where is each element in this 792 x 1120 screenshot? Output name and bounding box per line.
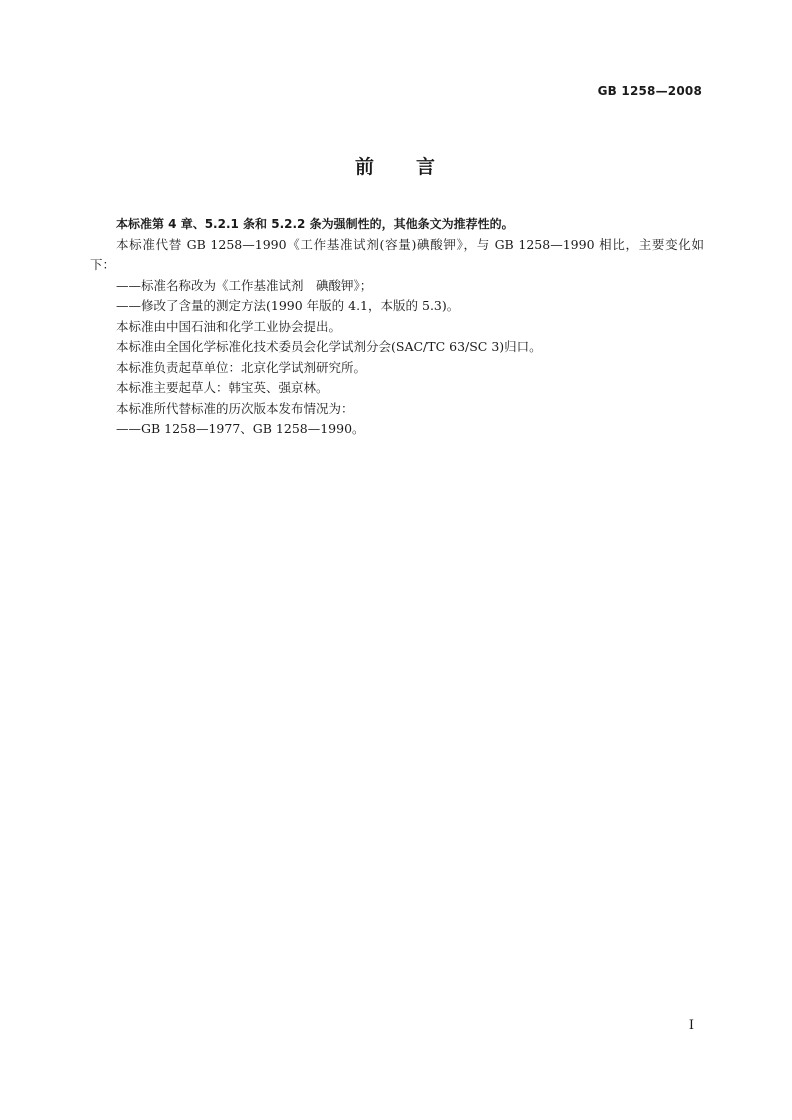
- title-char-2: 言: [416, 156, 438, 178]
- drafters-statement: 本标准主要起草人：韩宝英、强京林。: [116, 380, 329, 395]
- change-item-name: ——标准名称改为《工作基准试剂 碘酸钾》；: [116, 277, 373, 293]
- replacement-statement: 本标准代替 GB 1258—1990《工作基准试剂(容量)碘酸钾》，与 GB 1258—1990 相比，主要变化如下：: [90, 236, 704, 272]
- page-number: I: [688, 1018, 694, 1033]
- committee-statement: 本标准由全国化学标准化技术委员会化学试剂分会(SAC/TC 63/SC 3)归口。: [116, 339, 542, 354]
- title-char-1: 前: [354, 156, 376, 178]
- foreword-body: [90, 214, 704, 440]
- mandatory-clause-statement: 本标准第 4 章、5.2.1 条和 5.2.2 条为强制性的，其他条文为推荐性的。: [116, 217, 514, 231]
- page-title: [0, 152, 792, 179]
- standard-code: GB 1258—2008: [597, 84, 702, 98]
- change-item-method: ——修改了含量的测定方法(1990 年版的 4.1，本版的 5.3)。: [116, 298, 460, 313]
- proposer-statement: 本标准由中国石油和化学工业协会提出。: [116, 318, 342, 334]
- drafting-unit-statement: 本标准负责起草单位：北京化学试剂研究所。: [116, 359, 367, 375]
- history-intro: 本标准所代替标准的历次版本发布情况为：: [116, 400, 354, 416]
- history-list: ——GB 1258—1977、GB 1258—1990。: [116, 421, 365, 436]
